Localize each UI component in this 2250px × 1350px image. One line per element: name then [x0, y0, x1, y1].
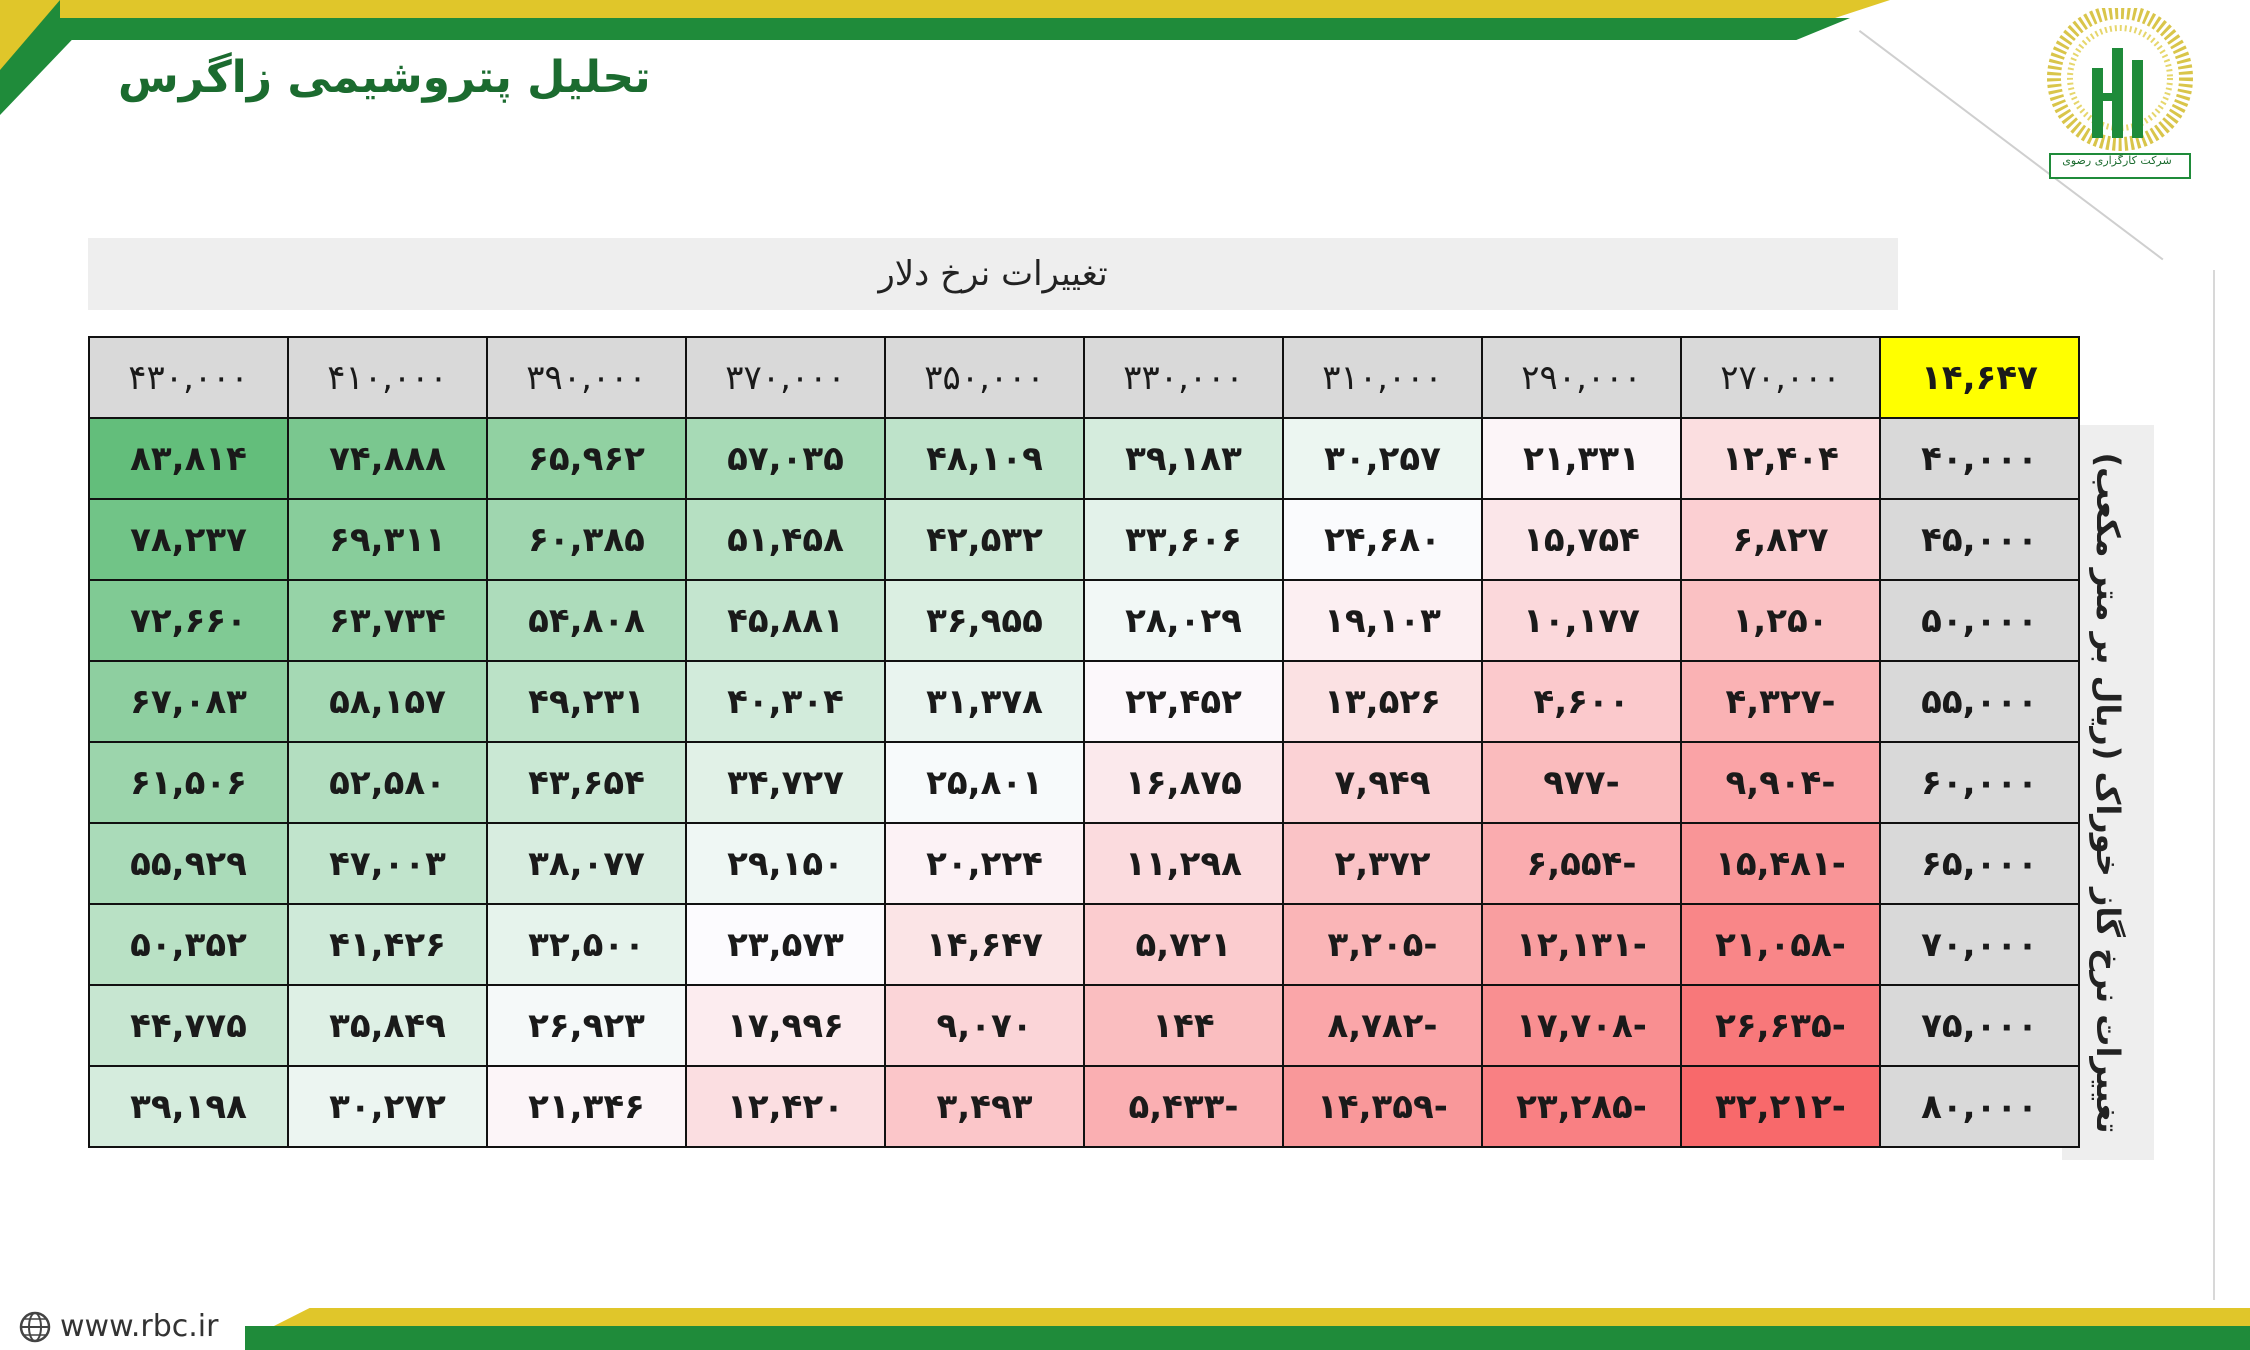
row-header: ۷۵,۰۰۰: [1880, 985, 2079, 1066]
table-cell: ۲۲,۴۵۲: [1084, 661, 1283, 742]
table-cell: -۹,۹۰۴: [1681, 742, 1880, 823]
column-axis-title: تغییرات نرخ دلار: [88, 238, 1898, 310]
table-header-row: [89, 337, 2079, 418]
table-cell: -۱۴,۳۵۹: [1283, 1066, 1482, 1147]
table-cell: -۳۲,۲۱۲: [1681, 1066, 1880, 1147]
decor-bottom-green-stripe: [245, 1326, 2250, 1350]
table-cell: ۳۸,۰۷۷: [487, 823, 686, 904]
table-cell: ۱۵,۷۵۴: [1482, 499, 1681, 580]
table-cell: ۶,۸۲۷: [1681, 499, 1880, 580]
table-cell: ۳۲,۵۰۰: [487, 904, 686, 985]
table-cell: -۲۶,۶۳۵: [1681, 985, 1880, 1066]
table-cell: ۴۳,۶۵۴: [487, 742, 686, 823]
footer-url: www.rbc.ir: [60, 1309, 219, 1344]
decor-bottom-yellow-stripe: [270, 1308, 2250, 1328]
table-cell: -۱۵,۴۸۱: [1681, 823, 1880, 904]
table-cell: ۲۰,۲۲۴: [885, 823, 1084, 904]
table-cell: ۱۷,۹۹۶: [686, 985, 885, 1066]
table-cell: ۱۲,۴۰۴: [1681, 418, 1880, 499]
table-cell: ۱۱,۲۹۸: [1084, 823, 1283, 904]
table-cell: ۴۵,۸۸۱: [686, 580, 885, 661]
table-row: [89, 499, 2079, 580]
table-cell: ۲۱,۳۳۱: [1482, 418, 1681, 499]
row-header: ۶۵,۰۰۰: [1880, 823, 2079, 904]
table-cell: -۱۲,۱۳۱: [1482, 904, 1681, 985]
table-cell: -۱۷,۷۰۸: [1482, 985, 1681, 1066]
table-cell: ۲۵,۸۰۱: [885, 742, 1084, 823]
decor-right-edge: [2213, 270, 2215, 1300]
table-cell: ۱۲,۴۲۰: [686, 1066, 885, 1147]
column-header: ۴۳۰,۰۰۰: [89, 337, 288, 418]
table-cell: -۲۳,۲۸۵: [1482, 1066, 1681, 1147]
table-cell: -۴,۳۲۷: [1681, 661, 1880, 742]
page-title: تحلیل پتروشیمی زاگرس: [118, 52, 651, 103]
table-cell: ۴,۶۰۰: [1482, 661, 1681, 742]
table-cell: ۷,۹۴۹: [1283, 742, 1482, 823]
table-cell: ۱۶,۸۷۵: [1084, 742, 1283, 823]
table-cell: ۵۲,۵۸۰: [288, 742, 487, 823]
table-row: [89, 580, 2079, 661]
table-cell: -۵,۴۳۳: [1084, 1066, 1283, 1147]
row-header: ۴۵,۰۰۰: [1880, 499, 2079, 580]
corner-cell: ۱۴,۶۴۷: [1880, 337, 2079, 418]
table-cell: ۳,۴۹۳: [885, 1066, 1084, 1147]
table-cell: ۵۵,۹۲۹: [89, 823, 288, 904]
column-header: ۲۹۰,۰۰۰: [1482, 337, 1681, 418]
table-cell: -۹۷۷: [1482, 742, 1681, 823]
table-cell: ۵۷,۰۳۵: [686, 418, 885, 499]
table-cell: -۶,۵۵۴: [1482, 823, 1681, 904]
table-cell: ۶۷,۰۸۳: [89, 661, 288, 742]
logo-caption: شرکت کارگزاری رضوی: [2062, 154, 2172, 167]
table-cell: ۴۴,۷۷۵: [89, 985, 288, 1066]
sensitivity-table: [88, 336, 2080, 1148]
table-cell: ۵۱,۴۵۸: [686, 499, 885, 580]
table-row: [89, 904, 2079, 985]
table-cell: ۲۳,۵۷۳: [686, 904, 885, 985]
table-cell: ۳۹,۱۹۸: [89, 1066, 288, 1147]
table-cell: ۵,۷۲۱: [1084, 904, 1283, 985]
table-cell: ۵۴,۸۰۸: [487, 580, 686, 661]
row-header: ۴۰,۰۰۰: [1880, 418, 2079, 499]
table-cell: ۶۹,۳۱۱: [288, 499, 487, 580]
table-cell: ۱۴۴: [1084, 985, 1283, 1066]
table-cell: ۴۷,۰۰۳: [288, 823, 487, 904]
table-row: [89, 742, 2079, 823]
table-cell: ۶۰,۳۸۵: [487, 499, 686, 580]
globe-icon: [18, 1310, 52, 1344]
row-header: ۵۰,۰۰۰: [1880, 580, 2079, 661]
table-cell: ۲۴,۶۸۰: [1283, 499, 1482, 580]
table-row: [89, 661, 2079, 742]
table-cell: ۴۹,۲۳۱: [487, 661, 686, 742]
table-cell: ۷۲,۶۶۰: [89, 580, 288, 661]
table-cell: ۳۹,۱۸۳: [1084, 418, 1283, 499]
table-cell: ۳۳,۶۰۶: [1084, 499, 1283, 580]
row-header: ۸۰,۰۰۰: [1880, 1066, 2079, 1147]
table-cell: ۸۳,۸۱۴: [89, 418, 288, 499]
table-cell: ۲۶,۹۲۳: [487, 985, 686, 1066]
table-cell: ۷۴,۸۸۸: [288, 418, 487, 499]
table-cell: ۱,۲۵۰: [1681, 580, 1880, 661]
table-cell: ۷۸,۲۳۷: [89, 499, 288, 580]
table-cell: -۳,۲۰۵: [1283, 904, 1482, 985]
table-cell: ۴۱,۴۲۶: [288, 904, 487, 985]
column-header: ۳۷۰,۰۰۰: [686, 337, 885, 418]
table-cell: ۲۸,۰۲۹: [1084, 580, 1283, 661]
table-cell: ۱۹,۱۰۳: [1283, 580, 1482, 661]
table-cell: ۹,۰۷۰: [885, 985, 1084, 1066]
table-cell: -۲۱,۰۵۸: [1681, 904, 1880, 985]
decor-top-green-stripe: [60, 18, 1850, 40]
table-cell: ۴۲,۵۳۲: [885, 499, 1084, 580]
table-cell: ۳۴,۷۲۷: [686, 742, 885, 823]
decor-top-yellow-stripe: [60, 0, 1890, 18]
table-cell: ۵۰,۳۵۲: [89, 904, 288, 985]
table-cell: ۱۰,۱۷۷: [1482, 580, 1681, 661]
table-row: [89, 985, 2079, 1066]
table-cell: ۳۰,۲۷۲: [288, 1066, 487, 1147]
table-row: [89, 823, 2079, 904]
row-header: ۵۵,۰۰۰: [1880, 661, 2079, 742]
table-row: [89, 418, 2079, 499]
table-cell: ۶۵,۹۶۲: [487, 418, 686, 499]
column-header: ۴۱۰,۰۰۰: [288, 337, 487, 418]
table-cell: ۴۰,۳۰۴: [686, 661, 885, 742]
table-row: [89, 1066, 2079, 1147]
table-cell: ۲,۳۷۲: [1283, 823, 1482, 904]
column-header: ۳۵۰,۰۰۰: [885, 337, 1084, 418]
table-cell: ۶۱,۵۰۶: [89, 742, 288, 823]
column-header: ۳۱۰,۰۰۰: [1283, 337, 1482, 418]
table-cell: ۳۰,۲۵۷: [1283, 418, 1482, 499]
table-cell: ۲۹,۱۵۰: [686, 823, 885, 904]
table-cell: ۳۵,۸۴۹: [288, 985, 487, 1066]
table-cell: -۸,۷۸۲: [1283, 985, 1482, 1066]
table-cell: ۴۸,۱۰۹: [885, 418, 1084, 499]
table-cell: ۵۸,۱۵۷: [288, 661, 487, 742]
table-cell: ۳۱,۳۷۸: [885, 661, 1084, 742]
column-header: ۲۷۰,۰۰۰: [1681, 337, 1880, 418]
table-cell: ۱۴,۶۴۷: [885, 904, 1084, 985]
table-cell: ۲۱,۳۴۶: [487, 1066, 686, 1147]
row-axis-title: تغییرات نرخ گاز خوراک (ریال بر متر مکعب): [2089, 451, 2127, 1134]
table-cell: ۶۳,۷۳۴: [288, 580, 487, 661]
column-header: ۳۹۰,۰۰۰: [487, 337, 686, 418]
row-header: ۷۰,۰۰۰: [1880, 904, 2079, 985]
footer-website[interactable]: [18, 1309, 218, 1344]
row-header: ۶۰,۰۰۰: [1880, 742, 2079, 823]
table-cell: ۱۳,۵۲۶: [1283, 661, 1482, 742]
table-cell: ۳۶,۹۵۵: [885, 580, 1084, 661]
column-header: ۳۳۰,۰۰۰: [1084, 337, 1283, 418]
